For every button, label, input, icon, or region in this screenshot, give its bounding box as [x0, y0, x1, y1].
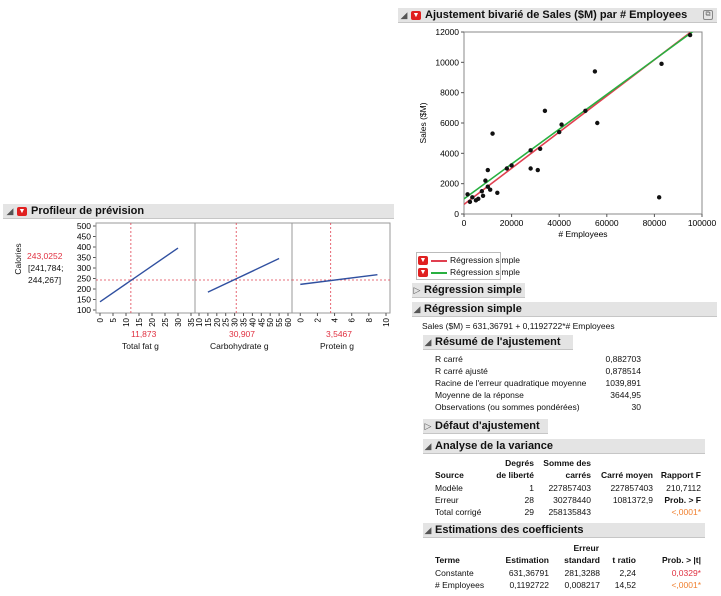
scatter-point[interactable]	[468, 200, 472, 204]
profiler-x-tick-label: 0	[96, 318, 105, 323]
anova-row-ss: 30278440	[553, 495, 591, 505]
profiler-panel-frame	[195, 223, 292, 313]
fit-summary-value: 3644,95	[610, 390, 641, 400]
restore-window-icon[interactable]: ⧉	[703, 10, 713, 20]
fit-summary-title: Résumé de l'ajustement	[435, 336, 561, 348]
disclosure-closed-icon[interactable]: ▷	[413, 285, 421, 295]
x-tick-label: 80000	[642, 218, 667, 228]
anova-col-prob: Prob. > F	[664, 495, 701, 505]
regression-title: Régression simple	[424, 303, 522, 315]
lack-of-fit-title: Défaut d'ajustement	[435, 420, 540, 432]
anova-p-value: <,0001*	[671, 507, 701, 517]
y-tick-label: 6000	[440, 118, 459, 128]
profiler-x-tick-label: 20	[212, 318, 222, 327]
scatter-point[interactable]	[490, 131, 494, 135]
x-tick-label: 100000	[687, 218, 717, 228]
profiler-y-tick-label: 150	[76, 294, 91, 305]
scatter-point[interactable]	[486, 168, 490, 172]
scatter-point[interactable]	[470, 195, 474, 199]
red-triangle-menu-icon[interactable]: ▼	[419, 257, 427, 264]
regression-collapsed-title: Régression simple	[424, 284, 522, 296]
y-tick-label: 4000	[440, 148, 459, 159]
scatter-point[interactable]	[495, 191, 499, 195]
disclosure-triangle-icon[interactable]: ◢	[400, 10, 408, 20]
regression-line-green[interactable]	[464, 25, 702, 199]
regression-collapsed-header[interactable]	[412, 283, 525, 298]
y-tick-label: 12000	[435, 27, 459, 37]
profiler-x-tick-label: 20	[148, 318, 157, 327]
regression-equation: Sales ($M) = 631,36791 + 0,1192722*# Employees	[422, 321, 615, 331]
fit-summary-label: Moyenne de la réponse	[435, 390, 524, 400]
estimates-col-est: Estimation	[505, 555, 549, 565]
anova-row-source: Modèle	[435, 483, 463, 493]
estimates-row-p: 0,0329*	[671, 568, 701, 578]
estimates-row-se: 0,008217	[564, 580, 600, 590]
scatter-point[interactable]	[488, 188, 492, 192]
profiler-y-tick-label: 200	[76, 284, 91, 294]
y-axis-label: Sales ($M)	[418, 102, 428, 144]
x-tick-label: 20000	[499, 218, 524, 228]
scatter-point[interactable]	[688, 33, 692, 37]
fit-summary-value: 30	[631, 402, 641, 412]
profiler-x-tick-label: 2	[313, 318, 323, 323]
scatter-point[interactable]	[481, 194, 485, 198]
fit-summary-label: Racine de l'erreur quadratique moyenne	[435, 378, 587, 388]
profiler-x-tick-label: 15	[135, 318, 144, 327]
x-axis-label: # Employees	[558, 229, 608, 239]
profiler-title: Profileur de prévision	[31, 205, 145, 217]
y-tick-label: 8000	[440, 87, 459, 98]
profiler-x3-value: 3,5467	[326, 329, 352, 339]
estimates-row-t: 2,24	[619, 568, 636, 578]
scatter-point[interactable]	[659, 62, 663, 66]
bivariate-scatterplot[interactable]	[412, 24, 717, 250]
anova-row-ms: 1081372,9	[612, 495, 653, 505]
fit-summary-value: 0,882703	[605, 354, 641, 364]
scatter-point[interactable]	[480, 189, 484, 193]
red-triangle-menu-icon[interactable]: ▼	[412, 12, 420, 19]
profiler-x-tick-label: 10	[195, 318, 204, 327]
x-tick-label: 0	[461, 218, 467, 228]
estimates-col-se-line1: Erreur	[573, 543, 599, 553]
anova-col-ss-line2: carrés	[565, 470, 591, 480]
red-triangle-menu-icon[interactable]: ▼	[18, 208, 26, 215]
profiler-y-axis-label: Calories	[13, 243, 23, 275]
fit-summary-value: 1039,891	[605, 378, 641, 388]
profiler-y-tick-label: 350	[76, 252, 91, 263]
estimates-row-est: 0,1192722	[509, 580, 549, 590]
anova-header[interactable]	[423, 439, 705, 454]
profiler-panel-3[interactable]	[292, 223, 391, 327]
profiler-y-ci-lower: [241,784;	[28, 263, 64, 273]
fit-summary-label: R carré	[435, 354, 463, 364]
scatter-point[interactable]	[483, 178, 487, 182]
estimates-row-t: 14,52	[614, 580, 636, 590]
profiler-x-tick-label: 35	[187, 318, 196, 327]
profiler-x-tick-label: 15	[203, 318, 213, 327]
profiler-x-tick-label: 60	[284, 318, 293, 327]
y-tick-label: 10000	[435, 57, 459, 68]
profiler-x-tick-label: 35	[239, 318, 249, 327]
scatter-point[interactable]	[536, 168, 540, 172]
profiler-header	[3, 204, 394, 219]
anova-row-df: 29	[524, 507, 534, 517]
profiler-x-tick-label: 4	[330, 318, 340, 323]
profiler-y-tick-label: 450	[76, 231, 91, 242]
profiler-y-tick-label: 300	[76, 263, 91, 273]
estimates-col-p: Prob. > |t|	[662, 555, 701, 565]
profiler-x-tick-label: 6	[347, 318, 357, 323]
profiler-x1-value: 11,873	[131, 329, 157, 339]
legend-border	[416, 252, 501, 280]
profiler-y-ci-upper: 244,267]	[28, 275, 62, 285]
profiler-y-value: 243,0252	[27, 251, 63, 261]
bivariate-title: Ajustement bivarié de Sales ($M) par # Employees	[425, 9, 688, 21]
anova-title: Analyse de la variance	[435, 440, 554, 452]
anova-row-df: 28	[524, 495, 534, 505]
disclosure-open-icon[interactable]: ◢	[413, 304, 421, 314]
red-triangle-menu-icon[interactable]: ▼	[419, 269, 427, 276]
profiler-y-tick-label: 100	[76, 305, 91, 315]
anova-col-f: Rapport F	[660, 470, 701, 480]
profiler-x-tick-label: 10	[122, 318, 131, 327]
profiler-x-tick-label: 45	[257, 318, 267, 327]
scatter-point[interactable]	[583, 109, 587, 113]
anova-row-source: Erreur	[435, 495, 459, 505]
scatter-point[interactable]	[505, 166, 509, 170]
estimates-col-t: t ratio	[612, 555, 636, 565]
anova-col-ss-line1: Somme des	[543, 458, 591, 468]
estimates-row-term: # Employees	[435, 580, 485, 590]
scatter-point[interactable]	[595, 121, 599, 125]
estimates-row-se: 281,3288	[564, 568, 600, 578]
estimates-header[interactable]	[423, 523, 705, 538]
profiler-panel-frame	[96, 223, 195, 313]
estimates-row-est: 631,36791	[508, 568, 549, 578]
estimates-title: Estimations des coefficients	[435, 524, 584, 536]
profiler-x2-value: 30,907	[229, 329, 255, 339]
disclosure-open-icon[interactable]: ◢	[424, 441, 432, 451]
regression-header[interactable]	[412, 302, 717, 317]
fit-summary-label: R carré ajusté	[435, 366, 488, 376]
estimates-row-p: <,0001*	[671, 580, 701, 590]
anova-col-ms: Carré moyen	[601, 470, 653, 480]
scatter-point[interactable]	[465, 192, 469, 196]
estimates-col-se-line2: standard	[564, 555, 600, 565]
disclosure-triangle-icon[interactable]: ◢	[6, 206, 14, 216]
estimates-row-term: Constante	[435, 568, 474, 578]
profiler-x1-label: Total fat g	[122, 341, 159, 351]
profiler-x-tick-label: 25	[221, 318, 231, 327]
profiler-x-tick-label: 30	[230, 318, 240, 327]
anova-row-ms: 227857403	[610, 483, 653, 493]
y-tick-label: 2000	[440, 178, 459, 189]
profiler-x2-label: Carbohydrate g	[210, 341, 269, 351]
scatter-point[interactable]	[557, 130, 561, 134]
scatter-point[interactable]	[538, 147, 542, 151]
legend-label-red: Régression simple	[450, 255, 520, 265]
anova-row-source: Total corrigé	[435, 507, 482, 517]
anova-col-df-line1: Degrés	[505, 458, 534, 468]
profiler-x-tick-label: 5	[109, 318, 118, 323]
anova-row-f: 210,7112	[666, 483, 701, 493]
legend-label-green: Régression simple	[450, 267, 520, 277]
profiler-x-tick-label: 55	[275, 318, 285, 327]
x-tick-label: 60000	[594, 218, 619, 228]
scatter-point[interactable]	[528, 166, 532, 170]
anova-row-ss: 258135843	[548, 507, 591, 517]
lack-of-fit-header[interactable]	[423, 419, 548, 434]
scatter-point[interactable]	[528, 148, 532, 152]
x-tick-label: 40000	[547, 218, 572, 228]
anova-col-df-line2: de liberté	[496, 470, 534, 480]
profiler-x-tick-label: 10	[382, 318, 391, 327]
profiler-panel-frame	[292, 223, 390, 313]
profiler-y-tick-label: 250	[76, 273, 91, 284]
profiler-y-tick-label: 500	[76, 221, 91, 231]
fit-summary-label: Observations (ou sommes pondérées)	[435, 402, 580, 412]
anova-col-source: Source	[435, 470, 464, 480]
anova-row-df: 1	[529, 483, 534, 493]
disclosure-open-icon[interactable]: ◢	[424, 525, 432, 535]
fit-summary-value: 0,878514	[605, 366, 641, 376]
profiler-x-tick-label: 0	[296, 318, 306, 323]
profiler-x-tick-label: 30	[174, 318, 183, 327]
scatter-point[interactable]	[593, 69, 597, 73]
profiler-x-tick-label: 50	[266, 318, 276, 327]
y-tick-label: 0	[454, 209, 459, 219]
disclosure-open-icon[interactable]: ◢	[424, 337, 432, 347]
profiler-x3-label: Protein g	[320, 341, 355, 351]
profiler-panel-2[interactable]	[195, 223, 293, 327]
profiler-x-tick-label: 25	[161, 318, 170, 327]
profiler-x-tick-label: 8	[364, 318, 374, 323]
disclosure-closed-icon[interactable]: ▷	[424, 421, 432, 431]
anova-row-ss: 227857403	[548, 483, 591, 493]
plot-frame	[464, 32, 702, 214]
profiler-y-tick-label: 400	[76, 242, 91, 252]
scatter-point[interactable]	[509, 163, 513, 167]
scatter-point[interactable]	[559, 122, 563, 126]
scatter-point[interactable]	[657, 195, 661, 199]
fit-summary-header[interactable]	[423, 335, 573, 350]
scatter-point[interactable]	[543, 109, 547, 113]
profiler-x-tick-label: 40	[248, 318, 258, 327]
bivariate-header	[398, 8, 717, 23]
profiler-panel-1[interactable]	[96, 223, 196, 327]
estimates-col-term: Terme	[435, 555, 460, 565]
scatter-point[interactable]	[476, 197, 480, 201]
